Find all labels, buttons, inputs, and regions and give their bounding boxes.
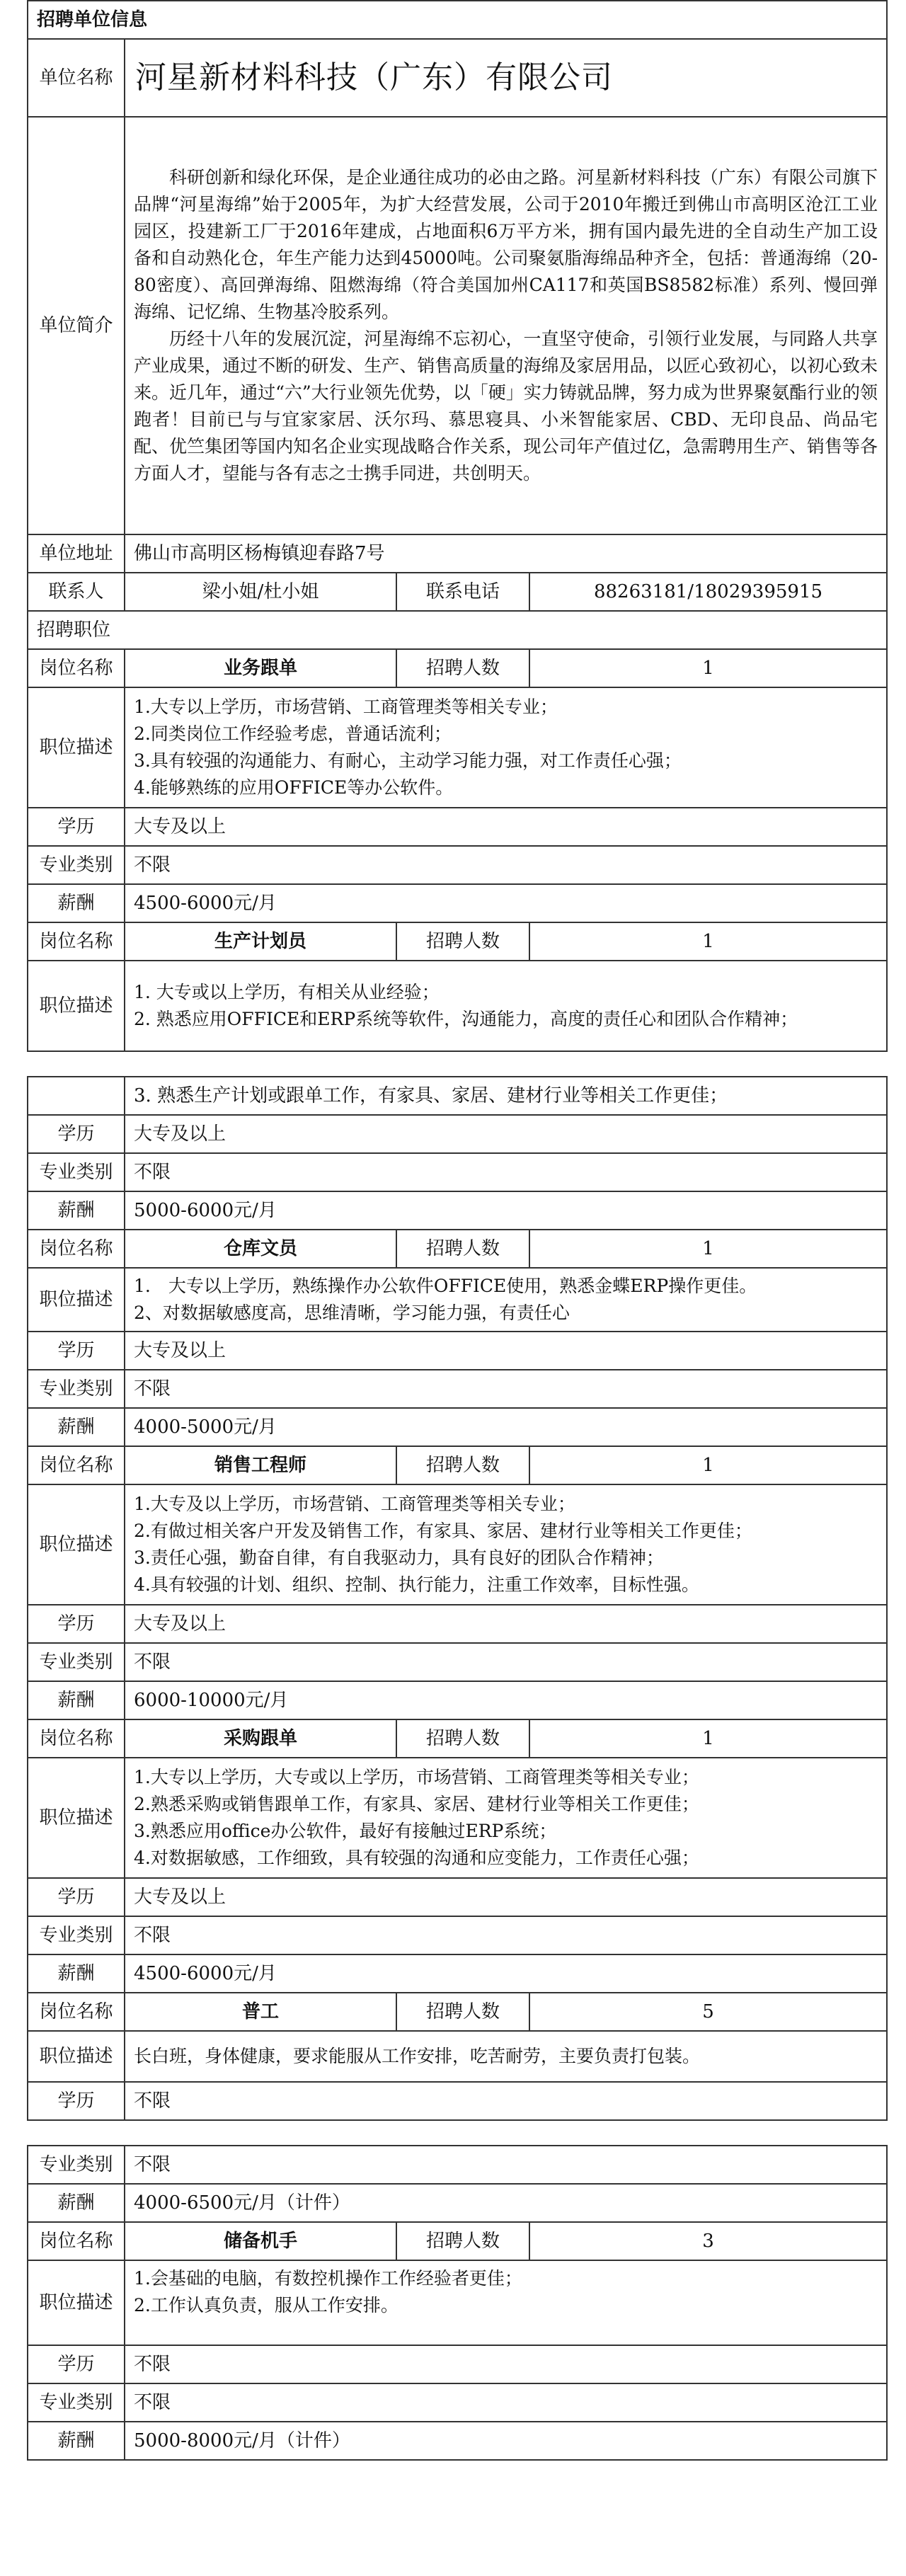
major-row	[28, 2383, 887, 2422]
desc-line: 2.同类岗位工作经验考虑，普通话流利；	[134, 723, 452, 744]
major-row	[28, 1153, 887, 1191]
section-header-row	[28, 1, 887, 39]
salary-label: 薪酬	[28, 2422, 125, 2460]
desc-line: 3.责任心强，勤奋自律，有自我驱动力，具有良好的团队合作精神；	[134, 1547, 664, 1568]
count-label: 招聘人数	[396, 1230, 529, 1268]
desc-line: 1.会基础的电脑，有数控机操作工作经验者更佳；	[134, 2268, 522, 2289]
intro-row	[28, 117, 887, 534]
salary-value: 4000-6500元/月（计件）	[125, 2184, 887, 2222]
position-label: 岗位名称	[28, 1446, 125, 1484]
education-row	[28, 2345, 887, 2383]
desc-line: 2.工作认真负责，服从工作安排。	[134, 2295, 398, 2315]
position-title: 生产计划员	[125, 922, 396, 961]
desc-line: 1.大专及以上学历，市场营销、工商管理类等相关专业；	[134, 1494, 575, 1514]
position-title: 采购跟单	[125, 1719, 396, 1758]
desc-row	[28, 1268, 887, 1332]
count-label: 招聘人数	[396, 649, 529, 687]
education-value: 大专及以上	[125, 1605, 887, 1643]
education-label: 学历	[28, 1115, 125, 1153]
major-row	[28, 1643, 887, 1681]
desc-label: 职位描述	[28, 687, 125, 808]
salary-row	[28, 1408, 887, 1446]
major-row	[28, 1916, 887, 1954]
count-label: 招聘人数	[396, 1993, 529, 2031]
education-label: 学历	[28, 808, 125, 846]
count-label: 招聘人数	[396, 1446, 529, 1484]
major-row	[28, 2146, 887, 2184]
education-value: 不限	[125, 2082, 887, 2120]
desc-label: 职位描述	[28, 961, 125, 1051]
desc-line: 4.具有较强的计划、组织、控制、执行能力，注重工作效率，目标性强。	[134, 1574, 699, 1595]
desc-text	[125, 2031, 887, 2082]
desc-row	[28, 687, 887, 808]
count-value: 1	[529, 1719, 887, 1758]
desc-line: 2. 熟悉应用OFFICE和ERP系统等软件，沟通能力，高度的责任心和团队合作精神；	[134, 1009, 798, 1029]
page-gap	[27, 2121, 886, 2145]
company-name: 河星新材料科技（广东）有限公司	[125, 39, 887, 117]
education-row	[28, 1878, 887, 1916]
desc-row	[28, 961, 887, 1051]
salary-label: 薪酬	[28, 1191, 125, 1230]
intro-label: 单位简介	[28, 117, 125, 534]
intro-paragraph: 历经十八年的发展沉淀，河星海绵不忘初心，一直坚守使命，引领行业发展，与同路人共享产业成果，通过不断的研发、生产、销售高质量的海绵及家居用品，以匠心致初心，以初心致未来。近几年，通过“六”大行业领先优势，以「硬」实力铸就品牌，努力成为世界聚氨酯行业的领跑者！目前已与与宜家家居、沃尔玛、慕思寝具、小米智能家居、CBD、无印良品、尚品宅配、优竺集团等国内知名企业实现战略合作关系，现公司年产值过亿，急需聘用生产、销售等各方面人才，望能与各有志之士携手同进，共创明天。	[134, 328, 878, 483]
desc-label: 职位描述	[28, 1484, 125, 1605]
position-row	[28, 649, 887, 687]
desc-text	[125, 2260, 887, 2345]
education-label: 学历	[28, 1332, 125, 1370]
desc-label: 职位描述	[28, 2031, 125, 2082]
count-label: 招聘人数	[396, 922, 529, 961]
salary-value: 5000-8000元/月（计件）	[125, 2422, 887, 2460]
education-row	[28, 2082, 887, 2120]
section-header: 招聘单位信息	[28, 1, 887, 39]
major-label: 专业类别	[28, 1370, 125, 1408]
major-value: 不限	[125, 2146, 887, 2184]
desc-text	[125, 1268, 887, 1332]
positions-header: 招聘职位	[28, 611, 887, 649]
major-value: 不限	[125, 2383, 887, 2422]
salary-row	[28, 1954, 887, 1993]
count-value: 1	[529, 649, 887, 687]
desc-line: 3.熟悉应用office办公软件，最好有接触过ERP系统；	[134, 1821, 557, 1841]
desc-line: 3. 熟悉生产计划或跟单工作，有家具、家居、建材行业等相关工作更佳；	[125, 1077, 887, 1115]
position-row	[28, 922, 887, 961]
desc-row	[28, 1758, 887, 1878]
intro-paragraph: 科研创新和绿化环保，是企业通往成功的必由之路。河星新材料科技（广东）有限公司旗下品牌“河星海绵”始于2005年，为扩大经营发展，公司于2010年搬迁到佛山市高明区沧江工业园区，投建新工厂于2016年建成，占地面积6万平方米，拥有国内最先进的全自动生产加工设备和自动熟化仓，年生产能力达到45000吨。公司聚氨脂海绵品种齐全，包括：普通海绵（20-80密度）、高回弹海绵、阻燃海绵（符合美国加州CA117和英国BS8582标准）系列、慢回弹海绵、记忆绵、生物基冷胶系列。	[134, 167, 878, 322]
salary-row	[28, 884, 887, 922]
salary-label: 薪酬	[28, 1681, 125, 1719]
major-label: 专业类别	[28, 1153, 125, 1191]
recruitment-document	[27, 0, 886, 2461]
desc-text	[125, 687, 887, 808]
major-label: 专业类别	[28, 2146, 125, 2184]
position-label: 岗位名称	[28, 2222, 125, 2260]
salary-row	[28, 1191, 887, 1230]
salary-row	[28, 1681, 887, 1719]
position-row	[28, 1719, 887, 1758]
position-label: 岗位名称	[28, 1993, 125, 2031]
desc-continued-row	[28, 1077, 887, 1115]
desc-row	[28, 2031, 887, 2082]
count-value: 3	[529, 2222, 887, 2260]
desc-text	[125, 1484, 887, 1605]
education-value: 大专及以上	[125, 808, 887, 846]
education-label: 学历	[28, 2345, 125, 2383]
salary-value: 4000-5000元/月	[125, 1408, 887, 1446]
address-label: 单位地址	[28, 534, 125, 573]
major-value: 不限	[125, 846, 887, 884]
salary-label: 薪酬	[28, 1954, 125, 1993]
education-value: 大专及以上	[125, 1878, 887, 1916]
desc-row	[28, 2260, 887, 2345]
count-value: 1	[529, 922, 887, 961]
education-label: 学历	[28, 2082, 125, 2120]
desc-line: 3.具有较强的沟通能力、有耐心，主动学习能力强，对工作责任心强；	[134, 750, 682, 771]
desc-line: 4.对数据敏感，工作细致，具有较强的沟通和应变能力，工作责任心强；	[134, 1848, 699, 1868]
position-row	[28, 2222, 887, 2260]
desc-line: 2.熟悉采购或销售跟单工作，有家具、家居、建材行业等相关工作更佳；	[134, 1794, 699, 1814]
contact-row	[28, 573, 887, 611]
desc-line: 1. 大专以上学历，熟练操作办公软件OFFICE使用，熟悉金蝶ERP操作更佳。	[134, 1276, 757, 1296]
salary-value: 4500-6000元/月	[125, 1954, 887, 1993]
position-title: 普工	[125, 1993, 396, 2031]
position-title: 业务跟单	[125, 649, 396, 687]
phone-value: 88263181/18029395915	[529, 573, 887, 611]
recruitment-table-page-2	[27, 1076, 888, 2121]
desc-line: 1. 大专或以上学历，有相关从业经验；	[134, 982, 440, 1002]
desc-line: 长白班，身体健康，要求能服从工作安排，吃苦耐劳，主要负责打包装。	[134, 2046, 701, 2066]
position-label: 岗位名称	[28, 1719, 125, 1758]
position-title: 销售工程师	[125, 1446, 396, 1484]
count-value: 1	[529, 1446, 887, 1484]
education-label: 学历	[28, 1878, 125, 1916]
desc-line: 1.大专以上学历，大专或以上学历，市场营销、工商管理类等相关专业；	[134, 1767, 699, 1787]
page-gap	[27, 1052, 886, 1076]
major-label: 专业类别	[28, 2383, 125, 2422]
education-value: 大专及以上	[125, 1332, 887, 1370]
major-value: 不限	[125, 1916, 887, 1954]
desc-line: 2.有做过相关客户开发及销售工作，有家具、家居、建材行业等相关工作更佳；	[134, 1521, 752, 1541]
company-label: 单位名称	[28, 39, 125, 117]
position-label: 岗位名称	[28, 922, 125, 961]
major-label: 专业类别	[28, 1643, 125, 1681]
desc-text	[125, 961, 887, 1051]
count-value: 5	[529, 1993, 887, 2031]
salary-label: 薪酬	[28, 2184, 125, 2222]
address-row	[28, 534, 887, 573]
education-row	[28, 1115, 887, 1153]
count-label: 招聘人数	[396, 1719, 529, 1758]
intro-text	[125, 117, 887, 534]
position-row	[28, 1230, 887, 1268]
desc-line: 4.能够熟练的应用OFFICE等办公软件。	[134, 777, 454, 798]
education-value: 不限	[125, 2345, 887, 2383]
salary-value: 4500-6000元/月	[125, 884, 887, 922]
count-label: 招聘人数	[396, 2222, 529, 2260]
recruitment-table-page-3	[27, 2145, 888, 2461]
major-value: 不限	[125, 1153, 887, 1191]
education-row	[28, 1332, 887, 1370]
phone-label: 联系电话	[396, 573, 529, 611]
salary-value: 6000-10000元/月	[125, 1681, 887, 1719]
empty-cell	[28, 1077, 125, 1115]
major-row	[28, 846, 887, 884]
position-label: 岗位名称	[28, 1230, 125, 1268]
company-row	[28, 39, 887, 117]
position-title: 储备机手	[125, 2222, 396, 2260]
education-row	[28, 808, 887, 846]
education-row	[28, 1605, 887, 1643]
desc-line: 2、对数据敏感度高，思维清晰，学习能力强，有责任心	[134, 1303, 570, 1323]
desc-label: 职位描述	[28, 1268, 125, 1332]
desc-line: 1.大专以上学历，市场营销、工商管理类等相关专业；	[134, 697, 558, 717]
desc-label: 职位描述	[28, 2260, 125, 2345]
major-label: 专业类别	[28, 846, 125, 884]
education-value: 大专及以上	[125, 1115, 887, 1153]
salary-label: 薪酬	[28, 884, 125, 922]
address-value: 佛山市高明区杨梅镇迎春路7号	[125, 534, 887, 573]
contact-label: 联系人	[28, 573, 125, 611]
recruitment-table-page-1	[27, 0, 888, 1052]
position-label: 岗位名称	[28, 649, 125, 687]
major-value: 不限	[125, 1643, 887, 1681]
position-row	[28, 1993, 887, 2031]
positions-header-row	[28, 611, 887, 649]
education-label: 学历	[28, 1605, 125, 1643]
desc-label: 职位描述	[28, 1758, 125, 1878]
salary-label: 薪酬	[28, 1408, 125, 1446]
salary-row	[28, 2422, 887, 2460]
position-row	[28, 1446, 887, 1484]
major-label: 专业类别	[28, 1916, 125, 1954]
position-title: 仓库文员	[125, 1230, 396, 1268]
salary-value: 5000-6000元/月	[125, 1191, 887, 1230]
count-value: 1	[529, 1230, 887, 1268]
major-row	[28, 1370, 887, 1408]
major-value: 不限	[125, 1370, 887, 1408]
contact-value: 梁小姐/杜小姐	[125, 573, 396, 611]
salary-row	[28, 2184, 887, 2222]
desc-text	[125, 1758, 887, 1878]
desc-row	[28, 1484, 887, 1605]
